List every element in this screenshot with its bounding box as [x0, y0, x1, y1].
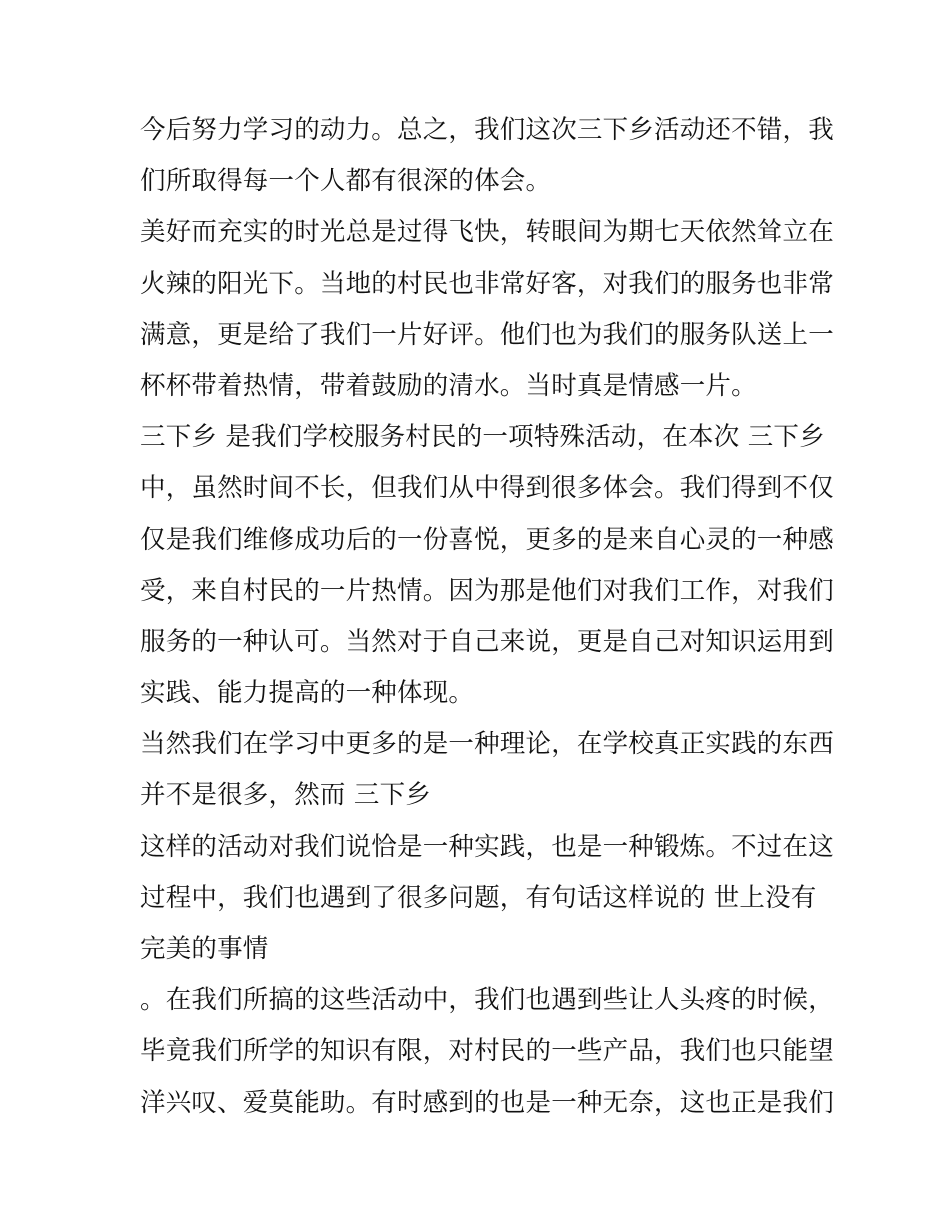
text-line: 中，虽然时间不长，但我们从中得到很多体会。我们得到不仅 [140, 473, 834, 504]
text-line: 毕竟我们所学的知识有限，对村民的一些产品，我们也只能望 [140, 1036, 834, 1067]
text-line: 满意，更是给了我们一片好评。他们也为我们的服务队送上一 [140, 319, 834, 350]
text-line: 完美的事情 [140, 934, 269, 964]
text-line: 们所取得每一个人都有很深的体会。 [140, 166, 552, 197]
text-line: 受，来自村民的一片热情。因为那是他们对我们工作，对我们 [140, 575, 834, 606]
text-line: 过程中，我们也遇到了很多问题，有句话这样说的 世上没有 [140, 882, 817, 913]
body-text [140, 105, 834, 1129]
text-line: 洋兴叹、爱莫能助。有时感到的也是一种无奈，这也正是我们 [140, 1087, 834, 1118]
text-line: 仅是我们维修成功后的一份喜悦，更多的是来自心灵的一种感 [140, 524, 834, 555]
text-line: 杯杯带着热情，带着鼓励的清水。当时真是情感一片。 [140, 370, 757, 401]
text-line: 当然我们在学习中更多的是一种理论，在学校真正实践的东西 [140, 729, 834, 760]
text-line: 服务的一种认可。当然对于自己来说，更是自己对知识运用到 [140, 626, 834, 657]
text-line: 实践、能力提高的一种体现。 [140, 678, 475, 709]
text-line: 美好而充实的时光总是过得飞快，转眼间为期七天依然耸立在 [140, 217, 834, 248]
text-line: 这样的活动对我们说恰是一种实践，也是一种锻炼。不过在这 [140, 831, 834, 862]
text-line: 火辣的阳光下。当地的村民也非常好客，对我们的服务也非常 [140, 268, 834, 299]
text-line: 今后努力学习的动力。总之，我们这次三下乡活动还不错，我 [140, 115, 834, 145]
text-line: 。在我们所搞的这些活动中，我们也遇到些让人头疼的时候， [140, 985, 834, 1016]
text-line: 三下乡 是我们学校服务村民的一项特殊活动，在本次 三下乡 [140, 422, 825, 453]
text-line: 并不是很多，然而 三下乡 [140, 780, 432, 811]
